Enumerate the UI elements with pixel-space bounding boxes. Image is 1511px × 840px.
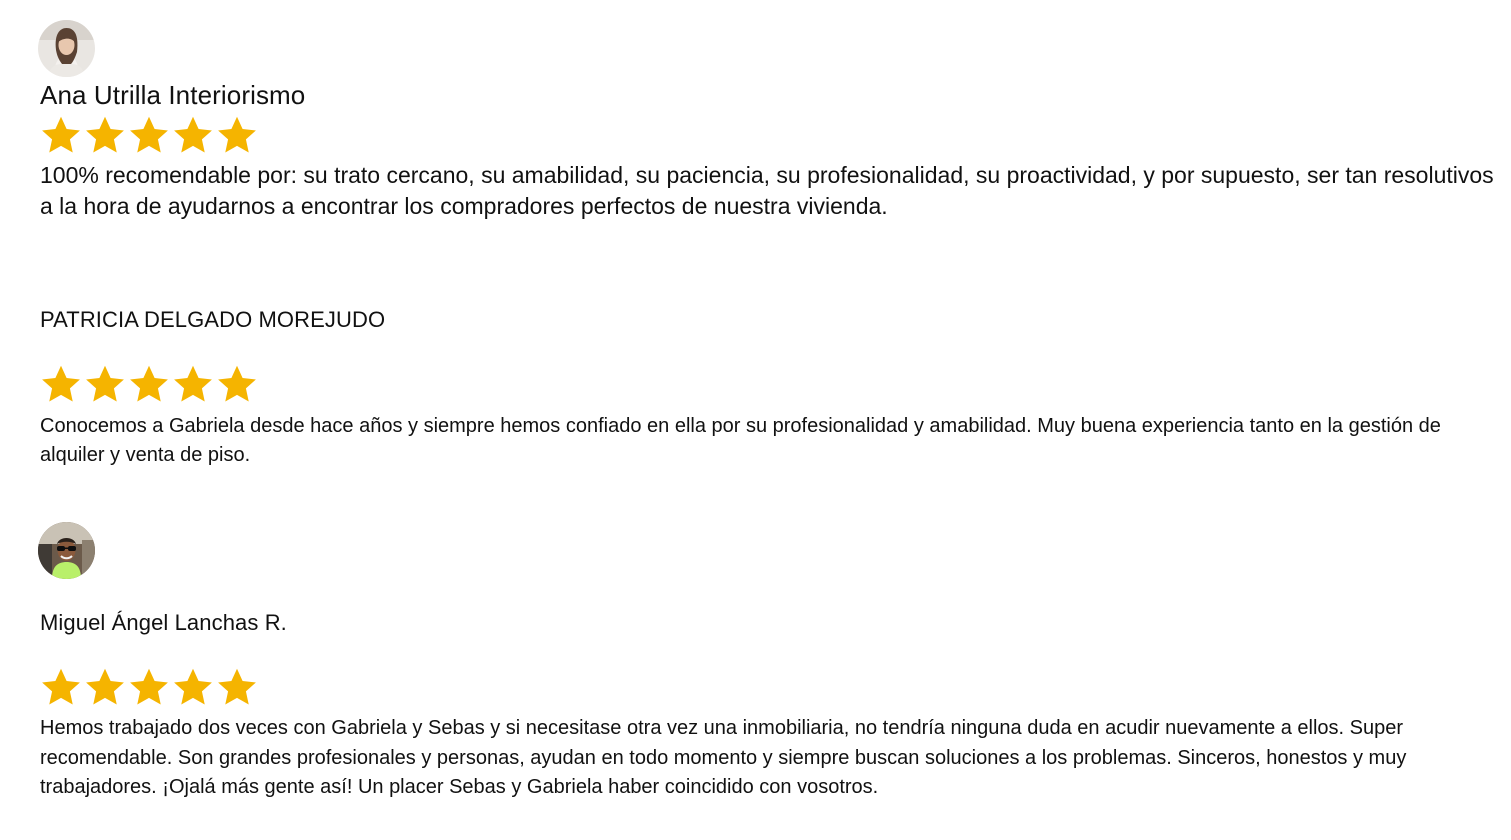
star-icon: [172, 363, 214, 405]
star-rating: [40, 666, 258, 708]
star-icon: [84, 363, 126, 405]
star-icon: [172, 666, 214, 708]
reviewer-name: PATRICIA DELGADO MOREJUDO: [40, 307, 386, 332]
star-icon: [40, 666, 82, 708]
star-icon: [216, 114, 258, 156]
star-icon: [84, 666, 126, 708]
star-rating: [40, 363, 258, 405]
star-rating: [40, 114, 258, 156]
star-icon: [128, 666, 170, 708]
reviewer-name: Miguel Ángel Lanchas R.: [40, 610, 287, 635]
review-text: Hemos trabajado dos veces con Gabriela y Sebas y si necesitase otra vez una inmobiliaria, no tendría ninguna duda en acudir nuevamente a ellos. Super recomendable. Son grandes profesionales y personas, ayudan en todo momento y siempre buscan soluciones a los problemas. Sinceros, honestos y muy trabajadores. ¡Ojalá más gente así! Un placer Sebas y Gabriela haber coincidido con vosotros.: [40, 717, 1407, 798]
star-icon: [84, 114, 126, 156]
star-icon: [216, 666, 258, 708]
star-icon: [216, 363, 258, 405]
review-text: 100% recomendable por: su trato cercano, su amabilidad, su paciencia, su profesionalidad, su proactividad, y por supuesto, ser tan resolutivos a la hora de ayudarnos a encontrar los compradores perfectos de nuestra vivienda.: [40, 162, 1494, 219]
star-icon: [40, 363, 82, 405]
review-text: Conocemos a Gabriela desde hace años y siempre hemos confiado en ella por su profesionalidad y amabilidad. Muy buena experiencia tanto en la gestión de alquiler y venta de piso.: [40, 415, 1441, 466]
reviewer-name: Ana Utrilla Interiorismo: [40, 80, 306, 110]
avatar: [38, 522, 95, 579]
avatar: [38, 20, 95, 77]
star-icon: [128, 363, 170, 405]
profile-photo-man-sunglasses-icon: [38, 522, 95, 579]
star-icon: [128, 114, 170, 156]
profile-photo-woman-icon: [38, 20, 95, 77]
star-icon: [40, 114, 82, 156]
star-icon: [172, 114, 214, 156]
